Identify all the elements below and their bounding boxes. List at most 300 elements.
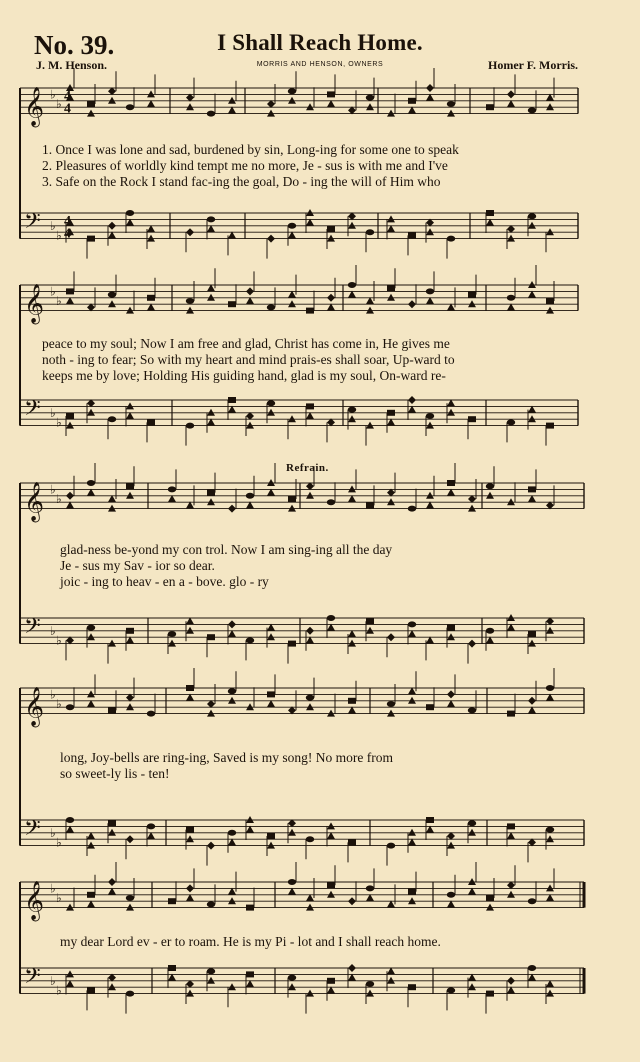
shape-note	[546, 298, 554, 304]
shape-note	[366, 307, 374, 314]
shape-note	[528, 222, 536, 229]
shape-note	[546, 835, 554, 842]
shape-note	[546, 990, 554, 997]
shape-note	[546, 307, 554, 314]
shape-note	[207, 842, 215, 850]
shape-note	[327, 235, 335, 242]
shape-note	[447, 110, 455, 117]
shape-note	[507, 891, 515, 898]
shape-note	[387, 843, 395, 849]
lyrics-system-3	[60, 542, 392, 590]
shape-note	[288, 975, 296, 981]
shape-note	[408, 396, 416, 404]
flat-icon: ♭	[56, 697, 62, 711]
shape-note	[387, 498, 395, 505]
shape-note	[387, 710, 395, 717]
shape-note	[546, 884, 554, 891]
lyric-line: glad-ness be-yond my con trol. Now I am sing-ing all the day	[60, 542, 393, 557]
shape-note	[468, 878, 476, 885]
shape-note	[348, 640, 356, 647]
shape-note	[288, 879, 296, 885]
shape-note	[267, 633, 275, 640]
shape-note	[447, 409, 455, 416]
shape-note	[327, 294, 335, 302]
shape-note	[507, 90, 515, 98]
shape-note	[87, 110, 95, 117]
shape-note	[447, 892, 455, 898]
shape-note	[408, 984, 416, 990]
time-signature: 4	[64, 101, 71, 117]
shape-note	[108, 97, 116, 104]
shape-note	[327, 882, 335, 888]
shape-note	[87, 987, 95, 993]
shape-note	[366, 981, 374, 987]
lyric-line: keeps me by love; Holding His guiding hand, glad is my soul, On-ward re-	[42, 368, 446, 383]
shape-note	[486, 483, 494, 489]
shape-note	[366, 95, 374, 101]
shape-note	[348, 407, 356, 413]
shape-note	[486, 991, 494, 997]
shape-note	[168, 631, 176, 637]
shape-note	[327, 499, 335, 505]
flat-icon: ♭	[50, 623, 56, 638]
shape-note	[126, 492, 134, 499]
shape-note	[528, 213, 536, 219]
shape-note	[366, 422, 374, 429]
shape-note	[348, 485, 356, 492]
bass-clef-icon: 𝄢	[24, 209, 41, 240]
shape-note	[306, 403, 314, 409]
shape-note	[366, 229, 374, 235]
shape-note	[267, 409, 275, 416]
shape-note	[426, 228, 434, 235]
shape-note	[408, 506, 416, 512]
shape-note	[426, 817, 434, 823]
shape-note	[228, 397, 236, 403]
hymn-title: I Shall Reach Home.	[217, 30, 423, 55]
shape-note	[207, 409, 215, 416]
shape-note	[228, 983, 236, 990]
shape-note	[186, 228, 194, 236]
shape-note	[507, 235, 515, 242]
shape-note	[306, 836, 314, 842]
shape-note	[408, 889, 416, 895]
flat-icon: ♭	[50, 482, 56, 497]
lyric-line: 2. Pleasures of worldly kind tempt me no more, Je - sus is with me and I've	[42, 158, 448, 173]
shape-note	[327, 710, 335, 717]
shape-note	[288, 415, 296, 422]
shape-note	[126, 895, 134, 901]
shape-note	[387, 633, 395, 641]
shape-note	[66, 817, 74, 823]
shape-note	[288, 88, 296, 94]
flat-icon: ♭	[50, 973, 56, 988]
shape-note	[348, 222, 356, 229]
shape-note	[207, 498, 215, 505]
shape-note	[447, 625, 455, 631]
flat-icon: ♭	[56, 492, 62, 506]
shape-note	[108, 983, 116, 990]
shape-note	[108, 292, 116, 298]
shape-note	[486, 492, 494, 499]
shape-note	[468, 292, 476, 298]
shape-note	[387, 215, 395, 222]
shape-note	[87, 690, 95, 697]
shape-note	[306, 695, 314, 701]
shape-note	[66, 970, 74, 977]
shape-note	[447, 690, 455, 698]
shape-note	[366, 618, 374, 624]
shape-note	[246, 493, 254, 499]
shape-note	[186, 307, 194, 314]
shape-note	[288, 641, 296, 647]
shape-note	[306, 209, 314, 216]
shape-note	[288, 223, 296, 229]
shape-note	[267, 304, 275, 310]
shape-note	[207, 216, 215, 222]
lyric-line: 3. Safe on the Rock I stand fac-ing the goal, Do - ing the will of Him who	[42, 174, 441, 189]
shape-note	[87, 409, 95, 416]
shape-note	[66, 422, 74, 429]
shape-note	[408, 621, 416, 627]
shape-note	[447, 987, 455, 993]
shape-note	[147, 295, 155, 301]
shape-note	[306, 990, 314, 997]
shape-note	[447, 101, 455, 107]
flat-icon: ♭	[56, 294, 62, 308]
shape-note	[447, 236, 455, 242]
flat-icon: ♭	[50, 87, 56, 102]
shape-note	[348, 897, 356, 905]
shape-note	[408, 98, 416, 104]
shape-note	[207, 490, 215, 496]
lyrics-system-1	[42, 142, 459, 190]
shape-note	[288, 97, 296, 104]
bass-clef-icon: 𝄢	[24, 816, 41, 847]
shape-note	[408, 829, 416, 836]
shape-note	[387, 977, 395, 984]
lyric-line: Je - sus my Sav - ior so dear.	[60, 558, 215, 573]
shape-note	[126, 483, 134, 489]
treble-clef-icon: 𝄞	[24, 880, 45, 921]
shape-note	[267, 833, 275, 839]
shape-note	[186, 298, 194, 304]
shape-note	[426, 288, 434, 294]
shape-note	[207, 710, 215, 717]
shape-note	[408, 232, 416, 238]
lyrics-system-2	[42, 336, 455, 384]
shape-note	[408, 897, 416, 904]
shape-note	[507, 498, 515, 505]
lyric-line: noth - ing to fear; So with my heart and mind prais-es shall soar, Up-ward to	[42, 352, 455, 367]
shape-note	[468, 820, 476, 826]
shape-note	[207, 111, 215, 117]
shape-note	[267, 691, 275, 697]
shape-note	[126, 835, 134, 843]
shape-note	[108, 820, 116, 826]
shape-note	[306, 103, 314, 110]
shape-note	[288, 829, 296, 836]
shape-note	[87, 101, 95, 107]
flat-icon: ♭	[50, 218, 56, 233]
shape-note	[387, 110, 395, 117]
lyric-line: 1. Once I was lone and sad, burdened by sin, Long-ing for some one to speak	[42, 142, 459, 157]
shape-note	[348, 964, 356, 972]
shape-note	[186, 685, 194, 691]
shape-note	[246, 637, 254, 643]
shape-note	[528, 965, 536, 971]
shape-note	[348, 282, 356, 288]
treble-clef-icon: 𝄞	[24, 283, 45, 324]
shape-note	[267, 842, 275, 849]
shape-note	[126, 402, 134, 409]
shape-note	[327, 822, 335, 829]
shape-note	[528, 415, 536, 422]
shape-note	[306, 703, 314, 710]
shape-note	[426, 704, 434, 710]
flat-icon: ♭	[50, 825, 56, 840]
shape-note	[507, 295, 515, 301]
shape-note	[528, 640, 536, 647]
shape-note	[387, 701, 395, 707]
shape-note	[246, 816, 254, 823]
shape-note	[168, 965, 176, 971]
shape-note	[306, 904, 314, 911]
shape-note	[108, 707, 116, 713]
bass-clef-icon: 𝄢	[24, 614, 41, 645]
shape-note	[546, 827, 554, 833]
shape-note	[546, 228, 554, 235]
shape-note	[126, 904, 134, 911]
treble-clef-icon: 𝄞	[24, 86, 45, 127]
shape-note	[207, 968, 215, 974]
shape-note	[468, 829, 476, 836]
shape-note	[348, 415, 356, 422]
shape-note	[447, 480, 455, 486]
shape-note	[528, 631, 536, 637]
shape-note	[108, 222, 116, 230]
shape-note	[486, 895, 494, 901]
time-signature: 4	[64, 88, 71, 104]
shape-note	[387, 285, 395, 291]
shape-note	[306, 627, 314, 635]
shape-note	[228, 97, 236, 104]
shape-note	[546, 423, 554, 429]
lyricist-credit: J. M. Henson.	[36, 58, 108, 72]
flat-icon: ♭	[56, 97, 62, 111]
time-signature: 4	[64, 213, 71, 229]
shape-note	[126, 703, 134, 710]
shape-note	[327, 891, 335, 898]
shape-note	[147, 235, 155, 242]
hymn-number: No. 39.	[34, 30, 115, 60]
shape-note	[87, 625, 95, 631]
owners-line: MORRIS AND HENSON, OWNERS	[256, 61, 384, 68]
shape-note	[108, 829, 116, 836]
shape-note	[108, 640, 116, 647]
shape-note	[147, 90, 155, 97]
flat-icon: ♭	[50, 284, 56, 299]
shape-note	[126, 628, 134, 634]
flat-icon: ♭	[50, 881, 56, 896]
bass-clef-icon: 𝄢	[24, 396, 41, 427]
shape-note	[126, 307, 134, 314]
shape-note	[288, 505, 296, 512]
lyric-line: peace to my soul; Now I am free and glad, Christ has come in, He gives me	[42, 336, 450, 351]
shape-note	[207, 634, 215, 640]
time-signature: 4	[64, 226, 71, 242]
shape-note	[288, 983, 296, 990]
shape-note	[507, 977, 515, 985]
lyric-line: joic - ing to heav - en a - bove. glo - ry	[60, 574, 269, 589]
shape-note	[327, 226, 335, 232]
flat-icon: ♭	[50, 687, 56, 702]
lyrics-system-4	[60, 750, 393, 782]
shape-note	[348, 839, 356, 845]
shape-note	[426, 422, 434, 429]
lyrics-system-5	[60, 934, 441, 950]
shape-note	[108, 505, 116, 512]
shape-note	[447, 842, 455, 849]
shape-note	[168, 898, 176, 904]
flat-icon: ♭	[56, 415, 62, 430]
shape-note	[468, 416, 476, 422]
shape-note	[267, 235, 275, 243]
shape-note	[186, 835, 194, 842]
composer-credit: Homer F. Morris.	[488, 58, 578, 72]
shape-note	[66, 704, 74, 710]
shape-note	[366, 502, 374, 508]
shape-note	[528, 107, 536, 113]
shape-note	[486, 628, 494, 634]
shape-note	[186, 627, 194, 634]
shape-note	[126, 991, 134, 997]
shape-note	[108, 416, 116, 422]
flat-icon: ♭	[56, 835, 62, 850]
shape-note	[366, 103, 374, 110]
shape-note	[87, 480, 95, 486]
shape-note	[468, 707, 476, 713]
shape-note	[366, 990, 374, 997]
shape-note	[426, 492, 434, 499]
shape-note	[426, 84, 434, 92]
shape-note	[486, 210, 494, 216]
shape-note	[387, 294, 395, 301]
shape-note	[486, 904, 494, 911]
shape-note	[87, 892, 95, 898]
shape-note	[186, 423, 194, 429]
shape-note	[528, 486, 536, 492]
shape-note	[267, 110, 275, 117]
shape-note	[288, 300, 296, 307]
shape-note	[228, 301, 236, 307]
shape-note	[468, 640, 476, 648]
shape-note	[327, 91, 335, 97]
shape-note	[126, 104, 134, 110]
shape-note	[528, 697, 536, 705]
flat-icon: ♭	[56, 983, 62, 998]
shape-note	[507, 614, 515, 621]
shape-note	[66, 492, 74, 500]
shape-note	[186, 990, 194, 997]
shape-note	[528, 898, 536, 904]
shape-note	[228, 505, 236, 513]
bass-clef-icon: 𝄢	[24, 964, 41, 995]
shape-note	[126, 210, 134, 216]
shape-note	[186, 103, 194, 110]
treble-clef-icon: 𝄞	[24, 481, 45, 522]
shape-note	[546, 685, 554, 691]
shape-note	[87, 633, 95, 640]
shape-note	[186, 827, 194, 833]
shape-note	[507, 419, 515, 425]
shape-note	[228, 830, 236, 836]
shape-note	[366, 627, 374, 634]
flat-icon: ♭	[56, 633, 62, 648]
shape-note	[546, 627, 554, 634]
shape-note	[306, 308, 314, 314]
shape-note	[267, 400, 275, 406]
flat-icon: ♭	[50, 405, 56, 420]
shape-note	[228, 697, 236, 704]
shape-note	[327, 978, 335, 984]
shape-note	[168, 640, 176, 647]
shape-note	[468, 983, 476, 990]
refrain-label: Refrain.	[286, 462, 329, 474]
shape-note	[246, 971, 254, 977]
shape-note	[366, 885, 374, 891]
treble-clef-icon: 𝄞	[24, 686, 45, 727]
shape-note	[207, 901, 215, 907]
shape-note	[186, 884, 194, 892]
shape-note	[348, 698, 356, 704]
shape-note	[228, 688, 236, 694]
flat-icon: ♭	[56, 228, 62, 243]
shape-note	[246, 905, 254, 911]
shape-note	[288, 496, 296, 502]
shape-note	[147, 419, 155, 425]
lyric-line: long, Joy-bells are ring-ing, Saved is my song! No more from	[60, 750, 393, 765]
shape-note	[108, 878, 116, 886]
shape-note	[267, 479, 275, 486]
shape-note	[246, 703, 254, 710]
flat-icon: ♭	[56, 891, 62, 905]
lyric-line: so sweet-ly lis - ten!	[60, 766, 170, 781]
shape-note	[306, 492, 314, 499]
shape-note	[408, 300, 416, 308]
shape-note	[327, 615, 335, 621]
shape-note	[66, 288, 74, 294]
shape-note	[528, 281, 536, 288]
shape-note	[486, 104, 494, 110]
shape-note	[207, 977, 215, 984]
shape-note	[408, 697, 416, 704]
shape-note	[246, 287, 254, 295]
shape-note	[207, 294, 215, 301]
shape-note	[507, 711, 515, 717]
shape-note	[387, 410, 395, 416]
shape-note	[546, 103, 554, 110]
shape-note	[246, 422, 254, 429]
shape-note	[108, 300, 116, 307]
shape-note	[87, 236, 95, 242]
shape-note	[147, 823, 155, 829]
shape-note	[468, 300, 476, 307]
shape-note	[147, 711, 155, 717]
shape-note	[447, 633, 455, 640]
shape-note	[66, 413, 74, 419]
shape-note	[507, 823, 515, 829]
